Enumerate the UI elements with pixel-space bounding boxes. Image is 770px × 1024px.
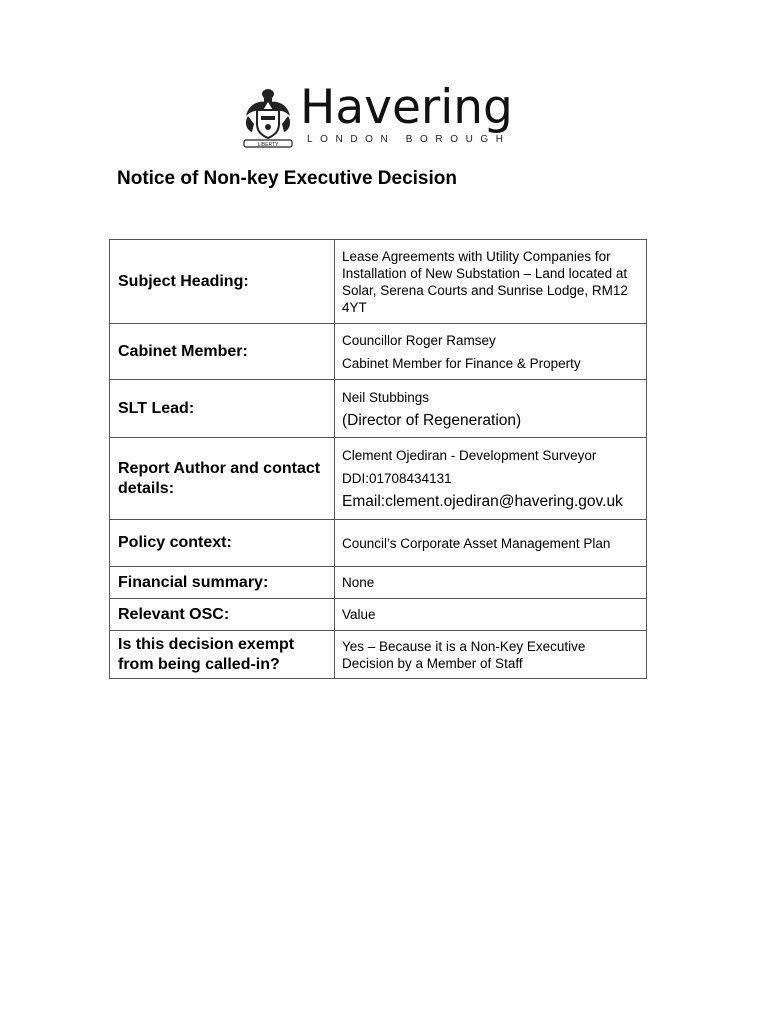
borough-crest-icon — [242, 86, 294, 150]
row-value — [335, 631, 647, 679]
row-label: Is this decision exempt from being called-in? — [110, 631, 335, 679]
logo-wordmark: Havering — [300, 80, 513, 135]
row-label: Relevant OSC: — [110, 599, 335, 631]
row-label: Financial summary: — [110, 567, 335, 599]
row-value — [335, 324, 647, 380]
table-row — [110, 567, 647, 599]
table-row — [110, 240, 647, 324]
value-line: Clement Ojediran - Development Surveyor — [342, 448, 597, 463]
table-row — [110, 324, 647, 380]
table-row — [110, 631, 647, 679]
table-row — [110, 438, 647, 520]
decision-table — [109, 239, 647, 679]
row-value — [335, 567, 647, 599]
value-line: Councillor Roger Ramsey — [342, 332, 496, 348]
value-line: Value — [342, 607, 376, 622]
row-value — [335, 520, 647, 567]
value-line: Cabinet Member for Finance & Property — [342, 355, 581, 371]
table-row — [110, 380, 647, 438]
crest-motto: LIBERTY — [257, 142, 279, 148]
value-line: None — [342, 575, 375, 590]
row-value — [335, 380, 647, 438]
table-row — [110, 520, 647, 567]
row-label: Policy context: — [110, 520, 335, 567]
row-label: Report Author and contact details: — [110, 438, 335, 520]
havering-logo — [242, 80, 532, 150]
page-title: Notice of Non-key Executive Decision — [117, 168, 457, 189]
value-line: Neil Stubbings — [342, 389, 430, 405]
logo-tagline: LONDON BOROUGH — [307, 134, 511, 145]
value-line: Council’s Corporate Asset Management Plan — [342, 535, 611, 551]
value-line: Email:clement.ojediran@havering.gov.uk — [342, 493, 623, 510]
row-value — [335, 240, 647, 324]
row-value — [335, 438, 647, 520]
value-line: (Director of Regeneration) — [342, 411, 522, 429]
row-label: Subject Heading: — [110, 240, 335, 324]
value-line: Yes – Because it is a Non-Key Executive Decision by a Member of Staff — [342, 638, 586, 671]
table-row — [110, 599, 647, 631]
value-line: DDI:01708434131 — [342, 471, 452, 486]
row-label: SLT Lead: — [110, 380, 335, 438]
row-label: Cabinet Member: — [110, 324, 335, 380]
row-value — [335, 599, 647, 631]
value-line: Lease Agreements with Utility Companies for Installation of New Substation – Land located at Solar, Serena Courts and Sunrise Lodge, RM12 4YT — [342, 248, 628, 315]
